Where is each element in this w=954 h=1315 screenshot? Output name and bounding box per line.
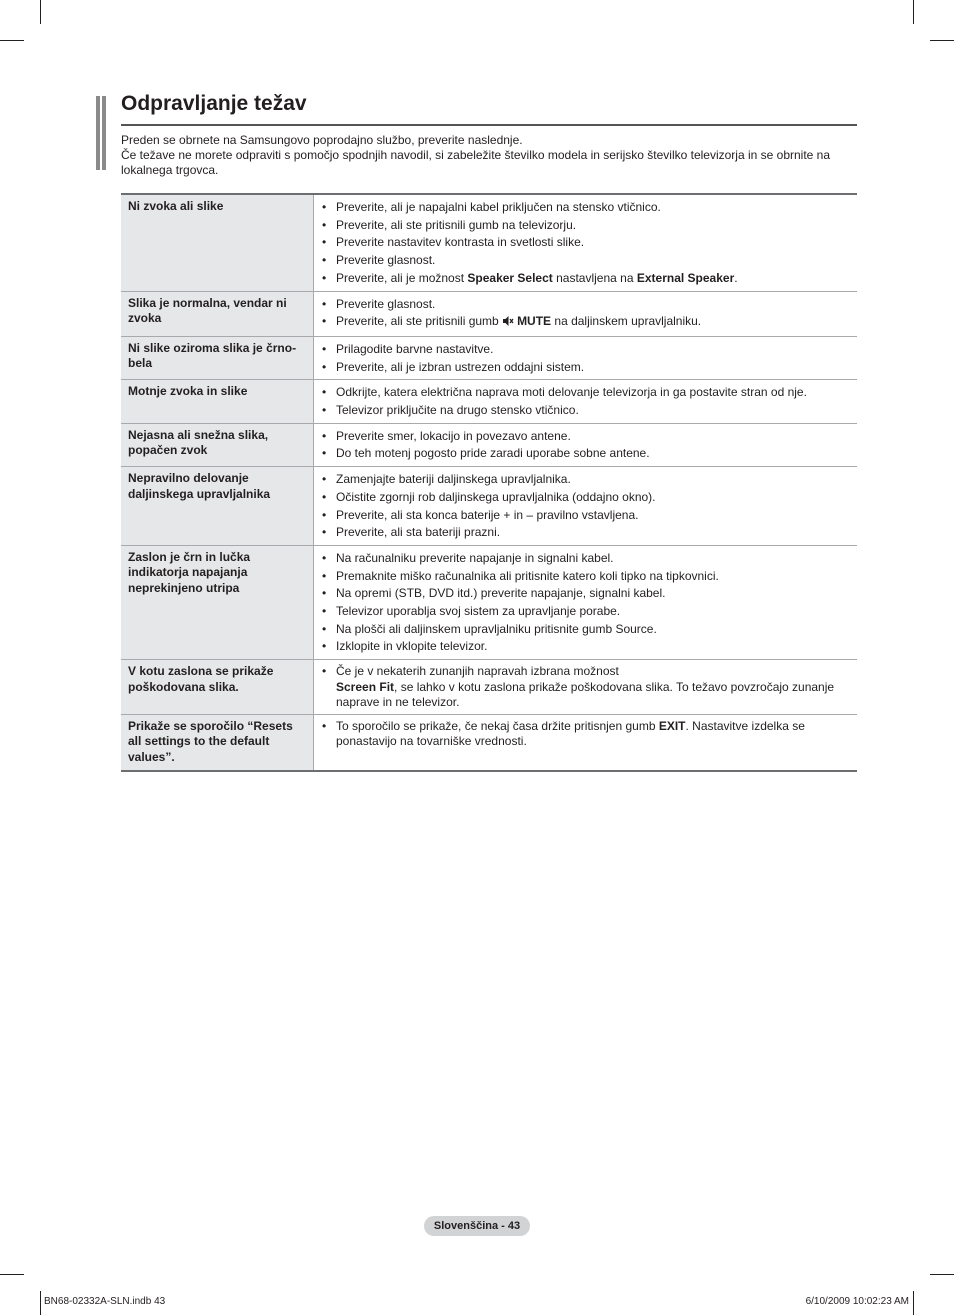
list-item: • Izklopite in vklopite televizor. <box>321 638 851 656</box>
list-item: • Premaknite miško računalnika ali pritisnite katero koli tipko na tipkovnici. <box>321 568 851 586</box>
list-item: • Preverite, ali ste pritisnili gumb MUTE na daljinskem upravljalniku. <box>321 313 851 333</box>
problem-cell: Prikaže se sporočilo “Resets all settings to the default values”. <box>121 714 314 771</box>
list-item: • Preverite, ali je možnost Speaker Select nastavljena na External Speaker. <box>321 270 851 288</box>
list-item: • Preverite glasnost. <box>321 296 851 314</box>
solution-cell <box>314 336 858 379</box>
print-slug-file: BN68-02332A-SLN.indb 43 <box>44 1296 166 1307</box>
problem-cell: Nepravilno delovanje daljinskega upravljalnika <box>121 467 314 546</box>
print-slug-timestamp: 6/10/2009 10:02:23 AM <box>805 1296 909 1307</box>
crop-mark <box>930 1274 954 1275</box>
solution-cell <box>314 291 858 336</box>
solution-cell <box>314 467 858 546</box>
intro-text <box>121 133 856 178</box>
problem-cell: Ni zvoka ali slike <box>121 194 314 291</box>
table-row <box>121 291 857 336</box>
list-item: • Odkrijte, katera električna naprava moti delovanje televizorja in ga postavite stran od nje. <box>321 384 851 402</box>
table-row <box>121 423 857 466</box>
list-item: • To sporočilo se prikaže, če nekaj časa držite pritisnjen gumb EXIT. Nastavitve izdelka se ponastavijo na tovarniške vrednosti. <box>321 719 851 750</box>
problem-cell: Zaslon je črn in lučka indikatorja napajanja neprekinjeno utripa <box>121 545 314 659</box>
list-item: • Preverite glasnost. <box>321 252 851 270</box>
table-row <box>121 714 857 771</box>
solution-cell <box>314 194 858 291</box>
solution-cell <box>314 714 858 771</box>
list-item: • Televizor uporablja svoj sistem za upravljanje porabe. <box>321 603 851 621</box>
solution-cell <box>314 660 858 715</box>
crop-mark <box>40 0 41 24</box>
list-item: • Zamenjajte bateriji daljinskega upravljalnika. <box>321 471 851 489</box>
list-item: • Na opremi (STB, DVD itd.) preverite napajanje, signalni kabel. <box>321 585 851 603</box>
troubleshooting-table <box>121 193 857 772</box>
table-row <box>121 467 857 546</box>
crop-mark <box>913 0 914 24</box>
list-item: • Če je v nekaterih zunanjih napravah izbrana možnost <box>321 664 851 680</box>
crop-mark <box>40 1291 41 1315</box>
solution-cell <box>314 545 858 659</box>
list-item: • Očistite zgornji rob daljinskega upravljalnika (oddajno okno). <box>321 489 851 507</box>
list-item: • Preverite, ali je izbran ustrezen oddajni sistem. <box>321 359 851 377</box>
title-divider <box>121 124 857 126</box>
table-row <box>121 545 857 659</box>
crop-mark <box>0 40 24 41</box>
list-item: • Televizor priključite na drugo stensko vtičnico. <box>321 402 851 420</box>
table-row <box>121 336 857 379</box>
list-item: • Preverite smer, lokacijo in povezavo antene. <box>321 428 851 446</box>
table-row <box>121 660 857 715</box>
problem-cell: Motnje zvoka in slike <box>121 380 314 423</box>
crop-mark <box>913 1291 914 1315</box>
list-item: • Na računalniku preverite napajanje in signalni kabel. <box>321 550 851 568</box>
decorative-bar <box>96 96 100 170</box>
note-text: Screen Fit, se lahko v kotu zaslona prikaže poškodovana slika. To težavo povzročajo zunanje naprave in ne televizor. <box>336 679 835 710</box>
list-item: • Preverite nastavitev kontrasta in svetlosti slike. <box>321 234 851 252</box>
list-item: • Do teh motenj pogosto pride zaradi uporabe sobne antene. <box>321 445 851 463</box>
problem-cell: V kotu zaslona se prikaže poškodovana slika. <box>121 660 314 715</box>
page-title: Odpravljanje težav <box>121 92 307 115</box>
page-number-badge: Slovenščina - 43 <box>424 1216 530 1236</box>
table-row <box>121 380 857 423</box>
decorative-bar <box>102 96 106 170</box>
mute-speaker-icon <box>502 315 514 333</box>
list-item: • Prilagodite barvne nastavitve. <box>321 341 851 359</box>
problem-cell: Slika je normalna, vendar ni zvoka <box>121 291 314 336</box>
list-item: • Preverite, ali je napajalni kabel priključen na stensko vtičnico. <box>321 199 851 217</box>
list-item: • Preverite, ali sta konca baterije + in – pravilno vstavljena. <box>321 507 851 525</box>
problem-cell: Nejasna ali snežna slika, popačen zvok <box>121 423 314 466</box>
list-item: • Preverite, ali sta bateriji prazni. <box>321 524 851 542</box>
list-item: • Na plošči ali daljinskem upravljalniku pritisnite gumb Source. <box>321 621 851 639</box>
list-item: • Preverite, ali ste pritisnili gumb na televizorju. <box>321 217 851 235</box>
intro-line: Preden se obrnete na Samsungovo poprodajno službo, preverite naslednje. <box>121 133 523 147</box>
crop-mark <box>930 40 954 41</box>
solution-cell <box>314 380 858 423</box>
solution-cell <box>314 423 858 466</box>
problem-cell: Ni slike oziroma slika je črno-bela <box>121 336 314 379</box>
crop-mark <box>0 1274 24 1275</box>
table-row <box>121 194 857 291</box>
intro-line: Če težave ne morete odpraviti s pomočjo spodnjih navodil, si zabeležite številko modela in serijsko številko televizorja in se obrnite na lokalnega trgovca. <box>121 148 831 177</box>
